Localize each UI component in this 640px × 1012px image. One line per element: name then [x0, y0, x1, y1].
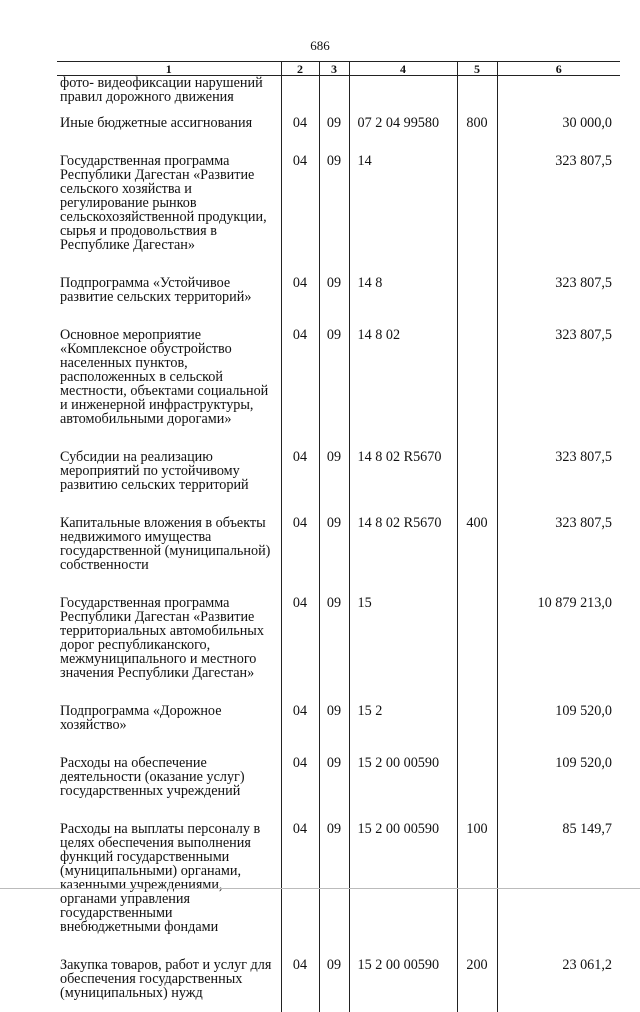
- row-section: 04: [281, 154, 319, 276]
- row-section: 04: [281, 704, 319, 756]
- row-subsection: 09: [319, 276, 349, 328]
- row-amount: 323 807,5: [497, 276, 620, 328]
- row-expense-type: [457, 76, 497, 117]
- row-target-code: 15 2 00 00590: [349, 822, 457, 958]
- row-amount: 323 807,5: [497, 516, 620, 596]
- table-row: [57, 516, 620, 596]
- row-subsection: 09: [319, 958, 349, 1012]
- row-amount: 323 807,5: [497, 154, 620, 276]
- row-name: Иные бюджетные ассигнования: [60, 115, 253, 131]
- row-subsection: 09: [319, 116, 349, 154]
- row-name: Закупка товаров, работ и услуг для обеспечения государственных (муниципальных) нужд: [60, 957, 272, 1001]
- row-subsection: 09: [319, 450, 349, 516]
- row-subsection: 09: [319, 822, 349, 958]
- row-name: Капитальные вложения в объекты недвижимого имущества государственной (муниципальной) собственности: [60, 515, 271, 573]
- row-name: Основное мероприятие «Комплексное обустройство населенных пунктов, расположенных в сельской местности, объектами социальной и инженерной инфраструктуры, автомобильными дорогами»: [60, 327, 269, 427]
- table-row: [57, 276, 620, 328]
- row-expense-type: [457, 704, 497, 756]
- row-section: 04: [281, 328, 319, 450]
- row-name: Расходы на выплаты персоналу в целях обеспечения выполнения функций государственными (муниципальными) органами, казенными учреждениями, органами управления государственными внебюджетными фондами: [60, 821, 261, 935]
- row-target-code: 15 2 00 00590: [349, 958, 457, 1012]
- row-name: Расходы на обеспечение деятельности (оказание услуг) государственных учреждений: [60, 755, 245, 799]
- table-row: [57, 704, 620, 756]
- row-amount: [497, 76, 620, 117]
- page-number: 686: [310, 38, 330, 53]
- row-target-code: [349, 76, 457, 117]
- row-expense-type: [457, 276, 497, 328]
- row-amount: 323 807,5: [497, 450, 620, 516]
- row-section: 04: [281, 958, 319, 1012]
- column-header: 2: [281, 62, 319, 76]
- row-expense-type: [457, 596, 497, 704]
- row-subsection: 09: [319, 756, 349, 822]
- table-row: [57, 958, 620, 1012]
- row-amount: 85 149,7: [497, 822, 620, 958]
- row-expense-type: [457, 328, 497, 450]
- row-target-code: 14: [349, 154, 457, 276]
- row-target-code: 15 2 00 00590: [349, 756, 457, 822]
- column-header: 4: [349, 62, 457, 76]
- row-name: Подпрограмма «Устойчивое развитие сельских территорий»: [60, 275, 252, 305]
- row-expense-type: 800: [457, 116, 497, 154]
- row-subsection: 09: [319, 154, 349, 276]
- row-name: Субсидии на реализацию мероприятий по устойчивому развитию сельских территорий: [60, 449, 249, 493]
- row-section: [281, 76, 319, 117]
- row-target-code: 15 2: [349, 704, 457, 756]
- row-name: Государственная программа Республики Дагестан «Развитие сельского хозяйства и регулирование рынков сельскохозяйственной продукции, сырья и продовольствия в Республике Дагестан»: [60, 153, 267, 253]
- row-expense-type: 100: [457, 822, 497, 958]
- table-row: [57, 450, 620, 516]
- table-row: [57, 328, 620, 450]
- row-section: 04: [281, 822, 319, 958]
- row-target-code: 14 8: [349, 276, 457, 328]
- row-section: 04: [281, 756, 319, 822]
- header-row: [57, 62, 620, 76]
- row-target-code: 14 8 02 R5670: [349, 516, 457, 596]
- row-subsection: 09: [319, 704, 349, 756]
- row-subsection: 09: [319, 516, 349, 596]
- column-header: 5: [457, 62, 497, 76]
- row-amount: 323 807,5: [497, 328, 620, 450]
- row-target-code: 14 8 02: [349, 328, 457, 450]
- table-row: [57, 822, 620, 958]
- row-amount: 10 879 213,0: [497, 596, 620, 704]
- table-row: [57, 596, 620, 704]
- row-section: 04: [281, 450, 319, 516]
- row-target-code: 15: [349, 596, 457, 704]
- row-section: 04: [281, 116, 319, 154]
- row-target-code: 07 2 04 99580: [349, 116, 457, 154]
- row-subsection: 09: [319, 328, 349, 450]
- table-row: [57, 756, 620, 822]
- row-section: 04: [281, 596, 319, 704]
- column-header: 6: [497, 62, 620, 76]
- table-row: [57, 154, 620, 276]
- row-amount: 109 520,0: [497, 704, 620, 756]
- row-section: 04: [281, 516, 319, 596]
- row-name: Подпрограмма «Дорожное хозяйство»: [60, 703, 222, 733]
- table-row: [57, 116, 620, 154]
- row-subsection: 09: [319, 596, 349, 704]
- row-expense-type: [457, 450, 497, 516]
- row-section: 04: [281, 276, 319, 328]
- row-name: Государственная программа Республики Дагестан «Развитие территориальных автомобильных дорог республиканского, межмуниципального и местного значения Республики Дагестан»: [60, 595, 264, 681]
- row-amount: 23 061,2: [497, 958, 620, 1012]
- row-expense-type: [457, 154, 497, 276]
- column-header: 1: [57, 62, 281, 76]
- table-row: [57, 76, 620, 117]
- row-amount: 109 520,0: [497, 756, 620, 822]
- row-subsection: [319, 76, 349, 117]
- row-target-code: 14 8 02 R5670: [349, 450, 457, 516]
- row-amount: 30 000,0: [497, 116, 620, 154]
- column-header: 3: [319, 62, 349, 76]
- budget-table: [57, 61, 620, 1012]
- row-expense-type: [457, 756, 497, 822]
- row-expense-type: 400: [457, 516, 497, 596]
- row-expense-type: 200: [457, 958, 497, 1012]
- row-name: фото- видеофиксации нарушений правил дорожного движения: [60, 75, 263, 105]
- page-bottom-rule: [0, 888, 640, 889]
